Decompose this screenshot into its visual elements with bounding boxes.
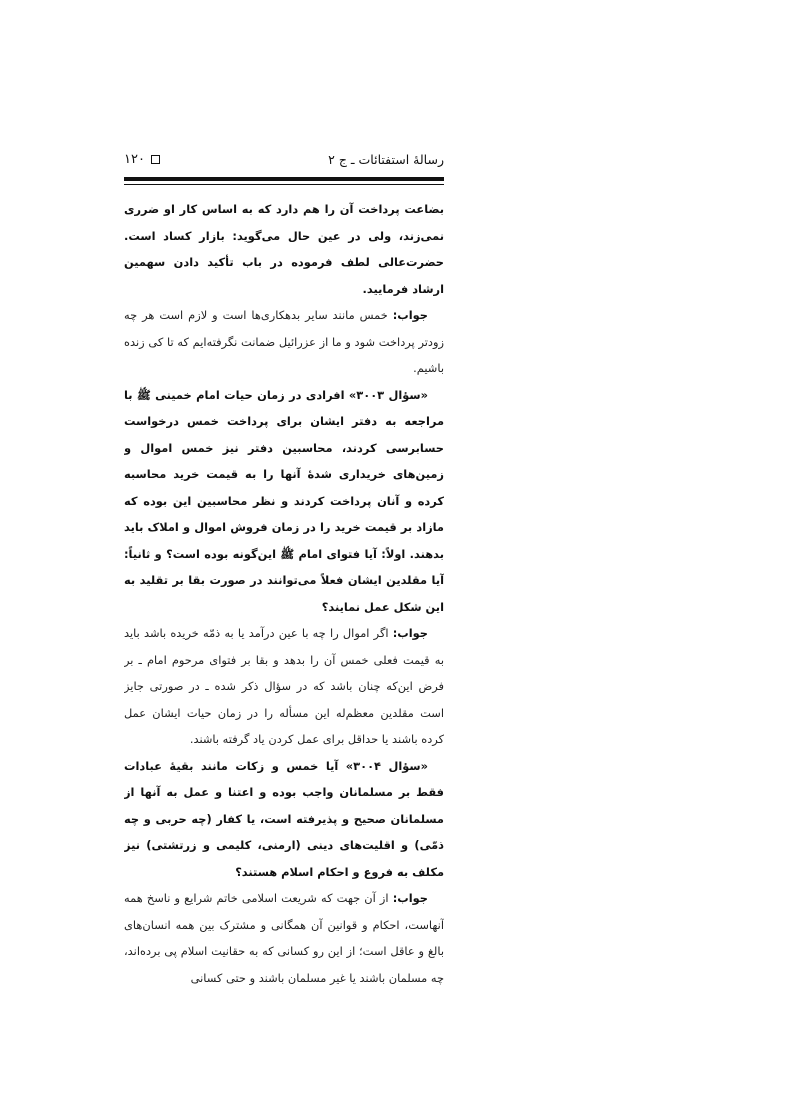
square-ornament-icon (151, 155, 160, 164)
answer-label: جواب: (392, 308, 428, 322)
answer-label: جواب: (392, 891, 428, 905)
answer-text: اگر اموال را چه با عین درآمد یا به ذمّه خریده باشد باید به قیمت فعلی خمس آن را بدهد و بقا بر فتوای مرحوم امام ـ بر فرض این‌که چنان باشد که در سؤال ذکر شده ـ در صورتی جایز است مقلدین معظم‌له این مسأله را در زمان حیات ایشان عمل کرده باشند یا حداقل برای عمل کردن یاد گرفته باشند. (124, 626, 444, 746)
running-header (124, 148, 444, 170)
page-number: ۱۲۰ (124, 151, 145, 167)
answer-paragraph (124, 302, 444, 382)
page-body (124, 196, 444, 1100)
answer-paragraph (124, 620, 444, 753)
answer-text: خمس مانند سایر بدهکاری‌ها است و لازم است هر چه زودتر پرداخت شود و ما از عزرائیل ضمانت نگرفته‌ایم که تا کی زنده باشیم. (124, 308, 444, 375)
page-number-group (124, 152, 160, 167)
answer-text: از آن جهت که شریعت اسلامی خاتم شرایع و ناسخ همه آنهاست، احکام و قوانین آن همگانی و مشترک بین همه انسان‌های بالغ و عاقل است؛ از این رو کسانی که به حقانیت اسلام پی برده‌اند، چه مسلمان باشند یا غیر مسلمان باشند و حتی کسانی (124, 891, 444, 985)
question-paragraph: «سؤال ۳۰۰۴» آیا خمس و زکات مانند بقیهٔ عبادات فقط بر مسلمانان واجب بوده و اعتنا و عمل به آنها از مسلمانان صحیح و پذیرفته است، یا کفار (چه حربی و چه ذمّی) و اقلیت‌های دینی (ارمنی، کلیمی و زرتشتی) نیز مکلف به فروع و احکام اسلام هستند؟ (124, 758, 444, 879)
answer-paragraph (124, 885, 444, 991)
book-title: رسالهٔ استفتائات ـ ج ۲ (328, 151, 444, 167)
header-rule-thick (124, 177, 444, 181)
question-paragraph: «سؤال ۳۰۰۳» افرادی در زمان حیات امام خمینی ﷺ با مراجعه به دفتر ایشان برای پرداخت خمس درخواست حسابرسی کردند، محاسبین دفتر نیز خمس اموال و زمین‌های خریداری شدهٔ آنها را به قیمت خرید محاسبه کرده و آنان پرداخت کردند و نظر محاسبین این بوده که مازاد بر قیمت خرید را در زمان فروش اموال و املاک باید بدهند. اولاً: آیا فتوای امام ﷺ این‌گونه بوده است؟ و ثانیاً: آیا مقلدین ایشان فعلاً می‌توانند در صورت بقا بر تقلید به این شکل عمل نمایند؟ (124, 387, 444, 614)
answer-label: جواب: (392, 626, 428, 640)
question-continuation: بضاعت پرداخت آن را هم دارد که به اساس کار او ضرری نمی‌زند، ولی در عین حال می‌گوید: بازار کساد است. حضرت‌عالی لطف فرموده در باب تأکید دادن سهمین ارشاد فرمایید. (124, 202, 444, 296)
header-rule-thin (124, 184, 444, 185)
